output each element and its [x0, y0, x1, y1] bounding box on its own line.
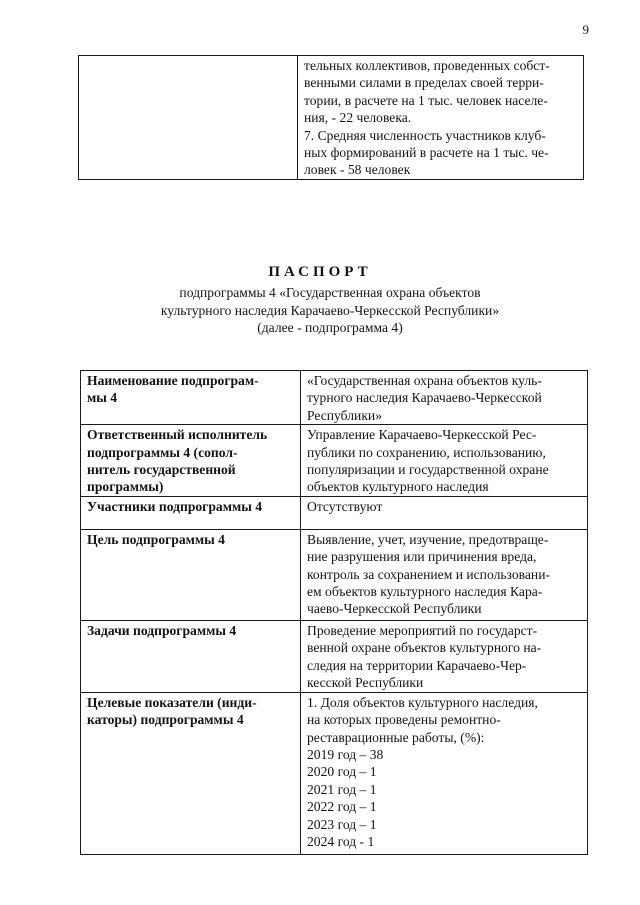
subtitle-line: подпрограммы 4 «Государственная охрана объектов — [179, 285, 481, 300]
table-row — [81, 529, 588, 620]
value-line: кесской Республики — [307, 675, 424, 691]
label-line: Задачи подпрограммы 4 — [87, 622, 237, 638]
value-line: популяризации и государственной охране — [307, 462, 549, 478]
value-line: Проведение мероприятий по государст- — [307, 622, 538, 638]
value-line: турного наследия Карачаево-Черкесской — [307, 390, 542, 406]
value-line: «Государственная охрана объектов куль- — [307, 373, 542, 388]
target-year: 2021 год – 1 — [307, 781, 377, 797]
target-year: 2019 год – 38 — [307, 747, 384, 763]
label-line: мы 4 — [87, 390, 118, 406]
label-line: Цель подпрограммы 4 — [87, 531, 225, 547]
passport-subtitle — [120, 284, 540, 337]
table-row — [79, 56, 584, 180]
text-line: ловек - 58 человек — [304, 162, 411, 178]
row-value — [301, 496, 588, 529]
subtitle-line: (далее - подпрограмма 4) — [257, 320, 403, 335]
text-line: ных формирований в расчете на 1 тыс. че- — [304, 145, 549, 161]
table-row — [81, 425, 588, 497]
text-line: тельных коллективов, проведенных собст- — [304, 58, 550, 73]
passport-heading: ПАСПОРТ — [268, 264, 372, 280]
value-line: реставрационные работы, (%): — [307, 729, 485, 745]
label-line: Ответственный исполнитель — [87, 427, 268, 443]
label-line: подпрограммы 4 (сопол- — [87, 444, 238, 460]
row-label — [81, 692, 301, 854]
value-line: 1. Доля объектов культурного наследия, — [307, 694, 538, 710]
row-value — [301, 620, 588, 692]
text-line: тории, в расчете на 1 тыс. человек населе- — [304, 92, 548, 108]
row-value — [301, 371, 588, 425]
target-year: 2023 год – 1 — [307, 816, 377, 832]
label-line: программы) — [87, 479, 164, 495]
row-label — [81, 496, 301, 529]
passport-table — [80, 370, 588, 855]
value-line: объектов культурного наследия — [307, 479, 489, 495]
indicator-text-cell — [298, 56, 584, 180]
target-year: 2022 год – 1 — [307, 799, 377, 815]
table-row — [81, 496, 588, 529]
value-line: Отсутствуют — [307, 498, 383, 514]
value-line: ние разрушения или причинения вреда, — [307, 549, 537, 565]
row-value — [301, 692, 588, 854]
subtitle-line: культурного наследия Карачаево-Черкесской Республики» — [160, 302, 500, 318]
value-line: Выявление, учет, изучение, предотвраще- — [307, 531, 549, 547]
label-line: Целевые показатели (инди- — [87, 694, 257, 710]
row-value — [301, 529, 588, 620]
row-label — [81, 529, 301, 620]
label-line: каторы) подпрограммы 4 — [87, 712, 244, 728]
row-label — [81, 620, 301, 692]
text-line: ния, - 22 человека. — [304, 110, 412, 126]
row-label — [81, 371, 301, 425]
value-line: публики по сохранению, использованию, — [307, 444, 546, 460]
value-line: венной охране объектов культурного на- — [307, 640, 542, 656]
table-row — [81, 692, 588, 854]
row-label — [81, 425, 301, 497]
value-line: следия на территории Карачаево-Чер- — [307, 657, 527, 673]
table-row — [81, 371, 588, 425]
target-year: 2024 год - 1 — [307, 834, 375, 850]
value-line: ем объектов культурного наследия Кара- — [307, 584, 543, 600]
label-line: Участники подпрограммы 4 — [87, 498, 263, 514]
text-line: 7. Средняя численность участников клуб- — [304, 127, 546, 143]
text-line: венными силами в пределах своей терри- — [304, 75, 544, 91]
target-year: 2020 год – 1 — [307, 764, 377, 780]
continuation-table — [78, 55, 584, 180]
value-line: контроль за сохранением и использовани- — [307, 566, 550, 582]
label-line: Наименование подпрограм- — [87, 373, 259, 388]
value-line: чаево-Черкесской Республики — [307, 601, 482, 617]
label-line: нитель государственной — [87, 462, 236, 478]
row-value — [301, 425, 588, 497]
table-row — [81, 620, 588, 692]
page-number: 9 — [582, 22, 589, 37]
empty-label-cell — [79, 56, 298, 180]
value-line: на которых проведены ремонтно- — [307, 712, 501, 728]
value-line: Управление Карачаево-Черкесской Рес- — [307, 427, 537, 443]
value-line: Республики» — [307, 407, 382, 423]
